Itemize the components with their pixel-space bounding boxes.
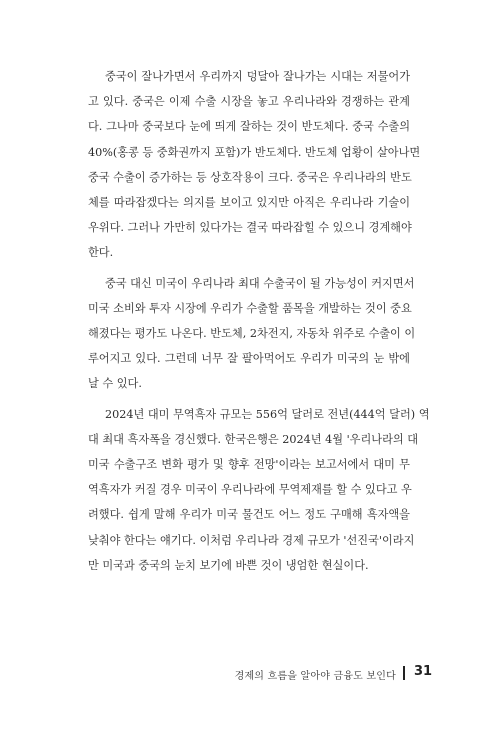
text-line: 낮춰야 한다는 얘기다. 이처럼 우리나라 경제 규모가 '선진국'이라지 (88, 533, 415, 547)
text-line: 중국 대신 미국이 우리나라 최대 수출국이 될 가능성이 커지면서 (105, 276, 415, 290)
text-line: 루어지고 있다. 그런데 너무 잘 팔아먹어도 우리가 미국의 눈 밖에 (88, 352, 410, 366)
text-line: 날 수 있다. (88, 377, 142, 391)
page-footer (0, 664, 500, 684)
text-line: 만 미국과 중국의 눈치 보기에 바쁜 것이 냉엄한 현실이다. (88, 558, 369, 572)
text-line: 40%(홍콩 등 중화권까지 포함)가 반도체다. 반도체 업황이 살아나면 (88, 145, 421, 159)
text-line: 해졌다는 평가도 나온다. 반도체, 2차전지, 자동차 위주로 수출이 이 (88, 327, 416, 341)
paragraph-1 (88, 64, 421, 266)
text-line: 체를 따라잡겠다는 의지를 보이고 있지만 아직은 우리나라 기술이 (88, 196, 410, 210)
text-line: 중국이 잘나가면서 우리까지 덩달아 잘나가는 시대는 저물어가 (105, 70, 410, 83)
text-line: 다. 그나마 중국보다 눈에 띄게 잘하는 것이 반도체다. 중국 수출의 (88, 120, 410, 134)
text-line: 고 있다. 중국은 이제 수출 시장을 놓고 우리나라와 경쟁하는 관계 (88, 95, 410, 109)
page-number: 31 (414, 664, 433, 679)
text-line: 한다. (88, 246, 114, 260)
text-line: 미국 수출구조 변화 평가 및 향후 전망'이라는 보고서에서 대미 무 (88, 458, 410, 472)
paragraph-2 (88, 271, 416, 397)
text-line: 2024년 대미 무역흑자 규모는 556억 달러로 전년(444억 달러) 역 (105, 407, 430, 421)
text-line: 우위다. 그러나 가만히 있다가는 결국 따라잡힐 수 있으니 경계해야 (88, 221, 412, 235)
text-line: 미국 소비와 투자 시장에 우리가 수출할 품목을 개발하는 것이 중요 (88, 301, 412, 315)
text-line: 역흑자가 커질 경우 미국이 우리나라에 무역제재를 할 수 있다고 우 (88, 483, 412, 497)
text-line: 려했다. 쉽게 말해 우리가 미국 물건도 어느 정도 구매해 흑자액을 (88, 508, 410, 522)
paragraph-3 (88, 402, 430, 578)
text-line: 중국 수출이 증가하는 등 상호작용이 크다. 중국은 우리나라의 반도 (88, 170, 412, 184)
body-text (88, 64, 430, 583)
text-line: 대 최대 흑자폭을 경신했다. 한국은행은 2024년 4월 '우리나라의 대 (88, 432, 419, 446)
running-title: 경제의 흐름을 알아야 금융도 보인다 (234, 671, 396, 682)
footer-divider (403, 666, 405, 680)
